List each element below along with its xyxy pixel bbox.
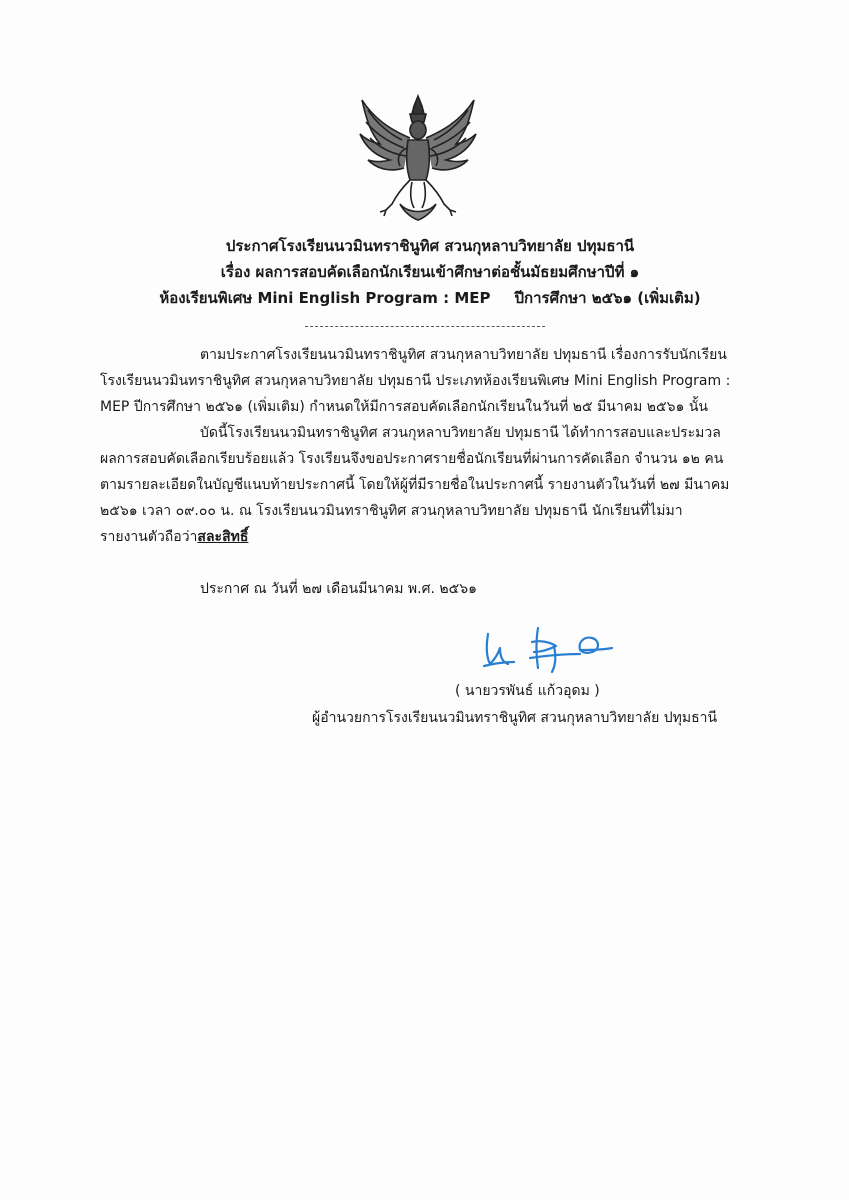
announcement-date: ประกาศ ณ วันที่ ๒๗ เดือนมีนาคม พ.ศ. ๒๕๖๑ (200, 581, 477, 597)
paragraph-line: MEP ปีการศึกษา ๒๕๖๑ (เพิ่มเติม) กำหนดให้มีการสอบคัดเลือกนักเรียนในวันที่ ๒๕ มีนาคม ๒๕๖๑ นั้น (100, 399, 708, 415)
forfeit-emphasis: สละสิทธิ์ (197, 529, 249, 545)
announcement-program (100, 288, 760, 308)
paragraph-line: โรงเรียนนวมินทราชินูทิศ สวนกุหลาบวิทยาลัย ปทุมธานี ประเภทห้องเรียนพิเศษ Mini English Program : (100, 373, 731, 389)
paragraph-1 (100, 342, 740, 420)
academic-year: ปีการศึกษา ๒๕๖๑ (เพิ่มเติม) (514, 289, 701, 307)
signer-name: ( นายวรพันธ์ แก้วอุดม ) (455, 683, 600, 699)
paragraph-line: ผลการสอบคัดเลือกเรียบร้อยแล้ว โรงเรียนจึงขอประกาศรายชื่อนักเรียนที่ผ่านการคัดเลือก จำนวน ๑๒ คน (100, 451, 724, 467)
paragraph-line (100, 524, 740, 550)
handwritten-signature (476, 620, 626, 676)
paragraph-line: บัดนี้โรงเรียนนวมินทราชินูทิศ สวนกุหลาบวิทยาลัย ปทุมธานี ได้ทำการสอบและประมวล (200, 425, 721, 441)
paragraph-line: ตามประกาศโรงเรียนนวมินทราชินูทิศ สวนกุหลาบวิทยาลัย ปทุมธานี เรื่องการรับนักเรียน (200, 347, 727, 363)
paragraph-line: ตามรายละเอียดในบัญชีแนบท้ายประกาศนี้ โดยให้ผู้ที่มีรายชื่อในประกาศนี้ รายงานตัวในวันที่ ๒๗ มีนาคม (100, 477, 730, 493)
program-name: ห้องเรียนพิเศษ Mini English Program : MEP (159, 289, 491, 307)
signer-title: ผู้อำนวยการโรงเรียนนวมินทราชินูทิศ สวนกุหลาบวิทยาลัย ปทุมธานี (312, 710, 718, 726)
heading-divider (305, 326, 545, 327)
garuda-emblem-icon (356, 92, 480, 222)
paragraph-text: รายงานตัวถือว่า (100, 529, 198, 545)
announcement-subject: เรื่อง ผลการสอบคัดเลือกนักเรียนเข้าศึกษาต่อชั้นมัธยมศึกษาปีที่ ๑ (220, 263, 640, 281)
paragraph-2 (100, 420, 740, 550)
paragraph-line: ๒๕๖๑ เวลา ๐๙.๐๐ น. ณ โรงเรียนนวมินทราชินูทิศ สวนกุหลาบวิทยาลัย ปทุมธานี นักเรียนที่ไม่มา (100, 503, 683, 519)
announcement-title: ประกาศโรงเรียนนวมินทราชินูทิศ สวนกุหลาบวิทยาลัย ปทุมธานี (225, 237, 635, 255)
